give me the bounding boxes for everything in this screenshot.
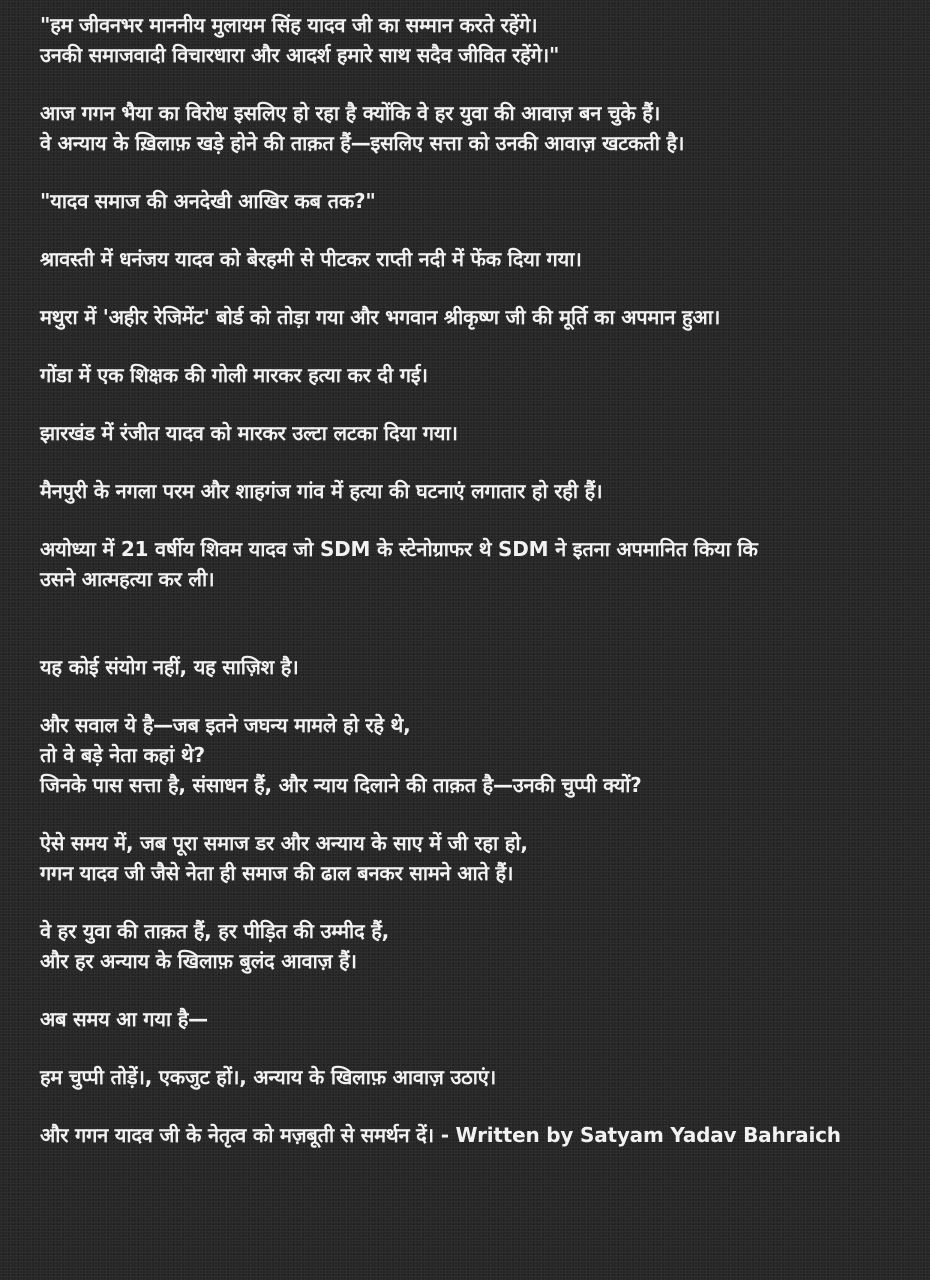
text-line: गगन यादव जी जैसे नेता ही समाज की ढाल बनकर सामने आते हैं। — [40, 861, 514, 885]
text-line: "हम जीवनभर माननीय मुलायम सिंह यादव जी का सम्मान करते रहेंगे। — [40, 13, 538, 37]
text-line: और सवाल ये है—जब इतने जघन्य मामले हो रहे थे, — [40, 713, 411, 737]
text-line: आज गगन भैया का विरोध इसलिए हो रहा है क्योंकि वे हर युवा की आवाज़ बन चुके हैं। — [40, 101, 661, 125]
text-line: तो वे बड़े नेता कहां थे? — [40, 743, 205, 767]
text-line: और हर अन्याय के खिलाफ़ बुलंद आवाज़ हैं। — [40, 949, 357, 973]
text-line: गोंडा में एक शिक्षक की गोली मारकर हत्या कर दी गई। — [40, 363, 428, 387]
text-line: अब समय आ गया है— — [40, 1007, 208, 1031]
text-line: मथुरा में 'अहीर रेजिमेंट' बोर्ड को तोड़ा गया और भगवान श्रीकृष्ण जी की मूर्ति का अपमान हुआ। — [40, 305, 721, 329]
text-line: हम चुप्पी तोड़ें।, एकजुट हों।, अन्याय के खिलाफ़ आवाज़ उठाएं। — [40, 1065, 497, 1089]
text-line: वे हर युवा की ताक़त हैं, हर पीड़ित की उम्मीद हैं, — [40, 919, 390, 943]
text-line: उनकी समाजवादी विचारधारा और आदर्श हमारे साथ सदैव जीवित रहेंगे।" — [40, 43, 560, 67]
text-line: मैनपुरी के नगला परम और शाहगंज गांव में हत्या की घटनाएं लगातार हो रही हैं। — [40, 479, 603, 503]
text-line: उसने आत्महत्या कर ली। — [40, 567, 215, 591]
text-line: ऐसे समय में, जब पूरा समाज डर और अन्याय के साए में जी रहा हो, — [40, 831, 528, 855]
text-line: जिनके पास सत्ता है, संसाधन हैं, और न्याय दिलाने की ताक़त है—उनकी चुप्पी क्यों? — [40, 773, 642, 797]
document-body — [40, 10, 925, 1150]
text-line: श्रावस्ती में धनंजय यादव को बेरहमी से पीटकर राप्ती नदी में फेंक दिया गया। — [40, 247, 582, 271]
text-line: यह कोई संयोग नहीं, यह साज़िश है। — [40, 655, 299, 679]
signature-line: और गगन यादव जी के नेतृत्व को मज़बूती से समर्थन दें। - Written by Satyam Yadav Bahraich — [40, 1123, 841, 1147]
text-line: झारखंड में रंजीत यादव को मारकर उल्टा लटका दिया गया। — [40, 421, 458, 445]
text-line: वे अन्याय के ख़िलाफ़ खड़े होने की ताक़त हैं—इसलिए सत्ता को उनकी आवाज़ खटकती है। — [40, 131, 685, 155]
heading-question: "यादव समाज की अनदेखी आखिर कब तक?" — [40, 189, 376, 213]
text-line: अयोध्या में 21 वर्षीय शिवम यादव जो SDM के स्टेनोग्राफर थे SDM ने इतना अपमानित किया कि — [40, 537, 758, 561]
